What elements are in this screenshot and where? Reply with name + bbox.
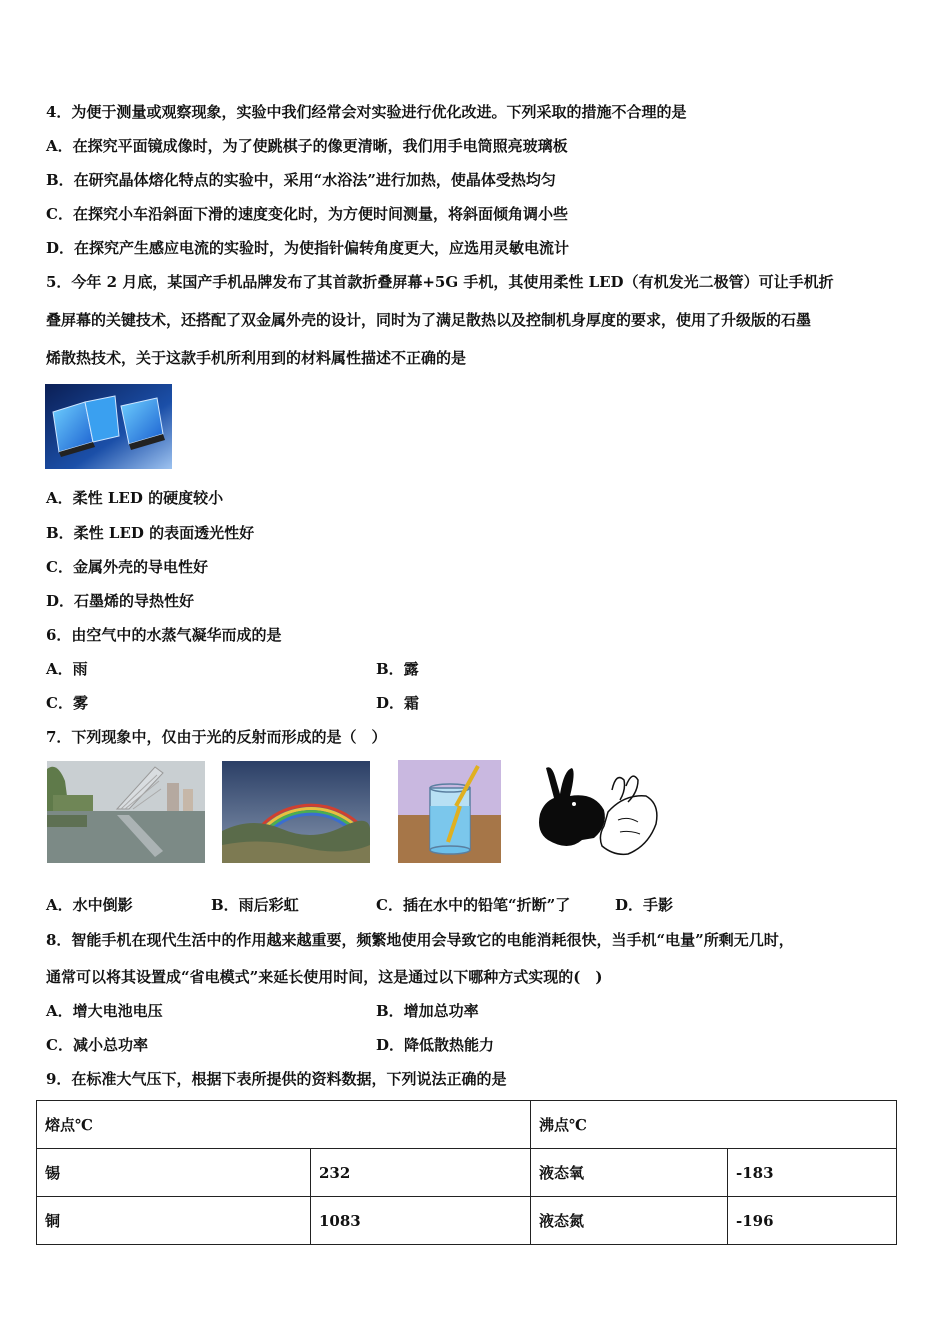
rainbow-image [222, 761, 370, 863]
q7-option-b: B．雨后彩虹 [211, 896, 299, 914]
foldable-phone-image [45, 384, 172, 469]
table-cell: 液态氧 [531, 1149, 728, 1197]
table-cell: 232 [311, 1149, 531, 1197]
q9-data-table [36, 1100, 897, 1245]
table-cell: 1083 [311, 1197, 531, 1245]
q8-option-b: B．增加总功率 [376, 1002, 479, 1020]
q9-stem: 9．在标准大气压下，根据下表所提供的资料数据，下列说法正确的是 [46, 1070, 507, 1088]
table-cell: -196 [728, 1197, 897, 1245]
q5-option-b: B．柔性 LED 的表面透光性好 [46, 524, 255, 542]
table-cell: 铜 [37, 1197, 311, 1245]
q4-option-a: A．在探究平面镜成像时，为了使跳棋子的像更清晰，我们用手电筒照亮玻璃板 [46, 137, 568, 155]
q7-stem: 7．下列现象中，仅由于光的反射而形成的是（ ） [46, 728, 387, 746]
table-header-row [37, 1101, 897, 1149]
pencil-in-water-image [398, 760, 501, 863]
q6-option-c: C．雾 [46, 694, 88, 712]
q8-stem-line-2: 通常可以将其设置成“省电模式”来延长使用时间，这是通过以下哪种方式实现的( ) [46, 968, 603, 986]
q5-option-d: D．石墨烯的导热性好 [46, 592, 195, 610]
boiling-point-header: 沸点℃ [531, 1101, 897, 1149]
q8-stem-line-1: 8．智能手机在现代生活中的作用越来越重要，频繁地使用会导致它的电能消耗很快，当手机“电量”所剩无几时， [46, 931, 794, 949]
table-cell: 液态氮 [531, 1197, 728, 1245]
water-reflection-image [47, 761, 205, 863]
q6-stem: 6．由空气中的水蒸气凝华而成的是 [46, 626, 282, 644]
q5-option-a: A．柔性 LED 的硬度较小 [46, 489, 224, 507]
q7-option-c: C．插在水中的铅笔“折断”了 [376, 896, 571, 914]
q5-stem-line-3: 烯散热技术，关于这款手机所利用到的材料属性描述不正确的是 [46, 349, 467, 367]
q4-option-b: B．在研究晶体熔化特点的实验中，采用“水浴法”进行加热，使晶体受热均匀 [46, 171, 556, 189]
q5-option-c: C．金属外壳的导电性好 [46, 558, 208, 576]
q4-option-c: C．在探究小车沿斜面下滑的速度变化时，为方便时间测量，将斜面倾角调小些 [46, 205, 568, 223]
q8-option-c: C．减小总功率 [46, 1036, 148, 1054]
melting-point-header: 熔点℃ [37, 1101, 531, 1149]
q8-option-a: A．增大电池电压 [46, 1002, 163, 1020]
q5-stem-line-2: 叠屏幕的关键技术，还搭配了双金属外壳的设计，同时为了满足散热以及控制机身厚度的要求，使用了升级版的石墨 [46, 311, 812, 329]
hand-shadow-image [528, 760, 663, 865]
table-cell: -183 [728, 1149, 897, 1197]
table-row [37, 1149, 897, 1197]
q5-stem-line-1: 5．今年 2 月底，某国产手机品牌发布了其首款折叠屏幕+5G 手机，其使用柔性 LED（有机发光二极管）可让手机折 [46, 273, 834, 291]
q6-option-b: B．露 [376, 660, 419, 678]
q8-option-d: D．降低散热能力 [376, 1036, 495, 1054]
q4-option-d: D．在探究产生感应电流的实验时，为使指针偏转角度更大，应选用灵敏电流计 [46, 239, 570, 257]
table-cell: 锡 [37, 1149, 311, 1197]
q7-option-d: D．手影 [615, 896, 674, 914]
q6-option-a: A．雨 [46, 660, 88, 678]
table-row [37, 1197, 897, 1245]
q4-stem: 4．为便于测量或观察现象，实验中我们经常会对实验进行优化改进。下列采取的措施不合理的是 [46, 103, 687, 121]
q6-option-d: D．霜 [376, 694, 420, 712]
q7-option-a: A．水中倒影 [46, 896, 133, 914]
